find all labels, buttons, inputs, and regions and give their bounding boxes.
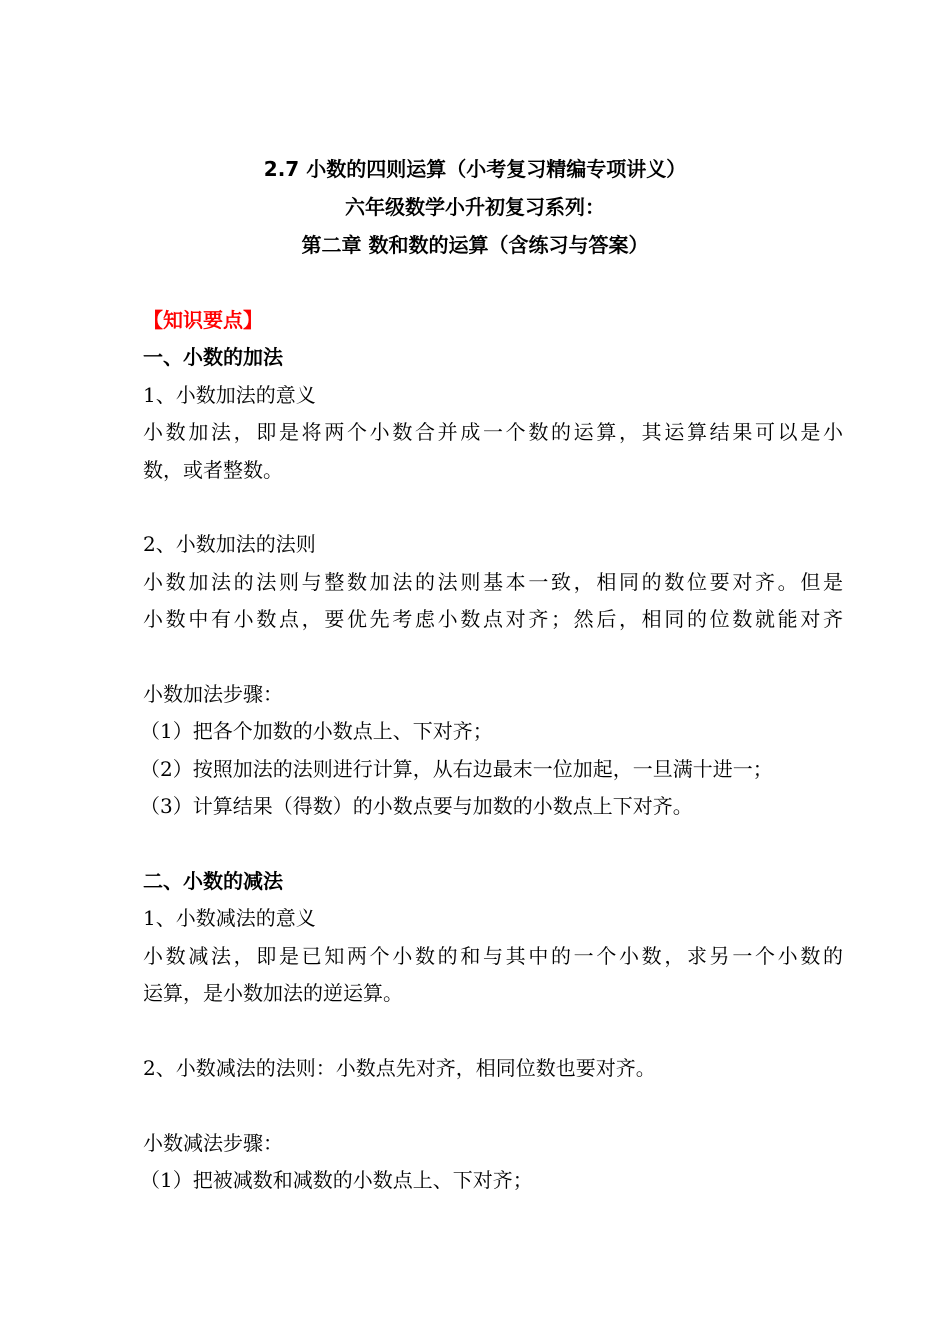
addition-step-1: （1）把各个加数的小数点上、下对齐； [140, 719, 493, 744]
heading-decimal-subtraction: 二、小数的减法 [143, 868, 283, 893]
heading-decimal-addition: 一、小数的加法 [143, 345, 283, 370]
blank-line [143, 1087, 843, 1124]
blank-line [143, 825, 843, 862]
paragraph-addition-meaning-line-1: 小数加法，即是将两个小数合并成一个数的运算，其运算结果可以是小 [143, 420, 843, 445]
addition-step-3: （3）计算结果（得数）的小数点要与加数的小数点上下对齐。 [140, 794, 693, 819]
subheading-addition-meaning: 1、小数加法的意义 [143, 382, 316, 407]
paragraph-subtraction-meaning-line-1: 小数减法，即是已知两个小数的和与其中的一个小数，求另一个小数的 [143, 943, 843, 968]
paragraph-subtraction-meaning-line-2: 运算，是小数加法的逆运算。 [143, 981, 403, 1006]
document-title-block [0, 150, 950, 264]
addition-step-2: （2）按照加法的法则进行计算，从右边最末一位加起，一旦满十进一； [140, 756, 773, 781]
subheading-addition-rule: 2、小数加法的法则 [143, 532, 316, 557]
subheading-subtraction-meaning: 1、小数减法的意义 [143, 906, 316, 931]
document-chapter-title: 第二章 数和数的运算（含练习与答案） [301, 233, 649, 257]
blank-line [143, 489, 843, 526]
paragraph-addition-rule-line-1: 小数加法的法则与整数加法的法则基本一致，相同的数位要对齐。但是 [143, 569, 843, 594]
subtraction-rule: 2、小数减法的法则：小数点先对齐，相同位数也要对齐。 [143, 1055, 656, 1080]
document-body [140, 302, 843, 1199]
paragraph-addition-rule-line-2: 小数中有小数点，要优先考虑小数点对齐；然后，相同的位数就能对齐 [143, 607, 843, 632]
subtraction-step-1: （1）把被减数和减数的小数点上、下对齐； [140, 1167, 533, 1192]
document-title: 2.7 小数的四则运算（小考复习精编专项讲义） [263, 157, 687, 181]
subtraction-steps-title: 小数减法步骤： [143, 1130, 283, 1155]
blank-line [143, 1012, 843, 1049]
addition-steps-title: 小数加法步骤： [143, 681, 283, 706]
section-label-knowledge-points: 【知识要点】 [143, 308, 263, 332]
document-series-title: 六年级数学小升初复习系列： [345, 195, 605, 219]
paragraph-addition-meaning-line-2: 数，或者整数。 [143, 457, 283, 482]
blank-line [143, 639, 843, 676]
